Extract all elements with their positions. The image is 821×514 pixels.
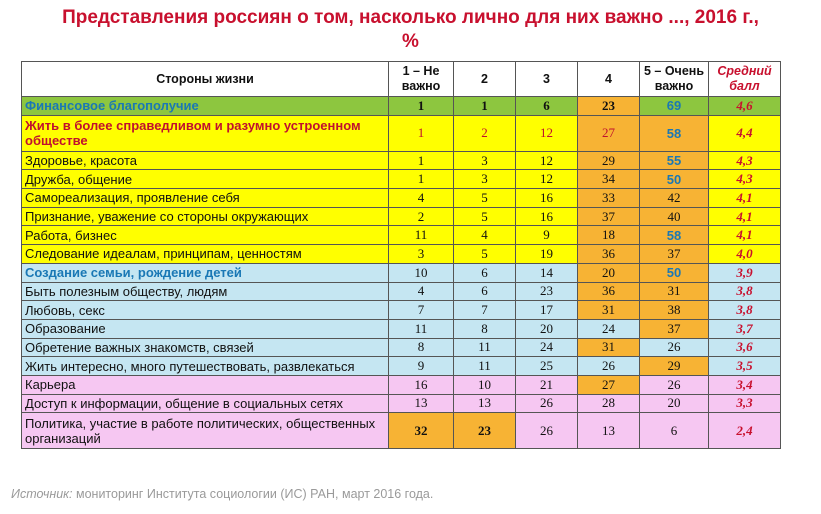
- cell-value: 1: [389, 115, 454, 151]
- row-label: Жить интересно, много путешествовать, развлекаться: [22, 357, 389, 376]
- source-note: [11, 487, 433, 501]
- cell-value: 16: [516, 189, 578, 208]
- cell-value: 13: [578, 413, 640, 449]
- table-row: [22, 413, 781, 449]
- row-label: Самореализация, проявление себя: [22, 189, 389, 208]
- cell-value: 12: [516, 170, 578, 189]
- table-row: [22, 151, 781, 170]
- table-header-row: [22, 62, 781, 97]
- cell-average: 4,3: [709, 151, 781, 170]
- table-row: [22, 245, 781, 264]
- cell-value: 12: [516, 115, 578, 151]
- cell-value: 18: [578, 226, 640, 245]
- cell-average: 4,1: [709, 189, 781, 208]
- cell-value: 8: [454, 319, 516, 338]
- cell-value: 31: [578, 338, 640, 357]
- cell-value: 29: [578, 151, 640, 170]
- cell-value: 6: [640, 413, 709, 449]
- cell-value: 58: [640, 115, 709, 151]
- table-row: [22, 394, 781, 413]
- source-text: мониторинг Института социологии (ИС) РАН, март 2016 года.: [72, 487, 434, 501]
- cell-value: 6: [454, 282, 516, 301]
- cell-value: 26: [578, 357, 640, 376]
- header-col-3: 3: [516, 62, 578, 97]
- cell-average: 3,9: [709, 263, 781, 282]
- cell-value: 5: [454, 245, 516, 264]
- header-col-2: 2: [454, 62, 516, 97]
- cell-value: 9: [389, 357, 454, 376]
- cell-value: 69: [640, 97, 709, 116]
- cell-value: 11: [389, 319, 454, 338]
- cell-value: 3: [454, 170, 516, 189]
- cell-value: 33: [578, 189, 640, 208]
- cell-value: 26: [640, 338, 709, 357]
- cell-value: 11: [454, 338, 516, 357]
- cell-average: 4,3: [709, 170, 781, 189]
- cell-value: 20: [640, 394, 709, 413]
- row-label: Здоровье, красота: [22, 151, 389, 170]
- table-row: [22, 97, 781, 116]
- cell-value: 23: [578, 97, 640, 116]
- row-label: Любовь, секс: [22, 301, 389, 320]
- cell-value: 38: [640, 301, 709, 320]
- cell-value: 9: [516, 226, 578, 245]
- cell-value: 11: [454, 357, 516, 376]
- cell-value: 50: [640, 263, 709, 282]
- cell-value: 16: [516, 207, 578, 226]
- row-label: Обретение важных знакомств, связей: [22, 338, 389, 357]
- row-label: Следование идеалам, принципам, ценностям: [22, 245, 389, 264]
- cell-value: 13: [454, 394, 516, 413]
- cell-value: 4: [389, 189, 454, 208]
- cell-value: 7: [454, 301, 516, 320]
- cell-average: 4,1: [709, 207, 781, 226]
- cell-value: 21: [516, 375, 578, 394]
- title-line-2: %: [402, 31, 419, 52]
- cell-value: 32: [389, 413, 454, 449]
- table-row: [22, 338, 781, 357]
- cell-value: 20: [578, 263, 640, 282]
- cell-value: 6: [516, 97, 578, 116]
- table-row: [22, 170, 781, 189]
- cell-average: 3,4: [709, 375, 781, 394]
- table-row: [22, 375, 781, 394]
- row-label: Карьера: [22, 375, 389, 394]
- cell-value: 37: [640, 245, 709, 264]
- cell-value: 17: [516, 301, 578, 320]
- table-row: [22, 357, 781, 376]
- row-label: Быть полезным обществу, людям: [22, 282, 389, 301]
- cell-value: 27: [578, 375, 640, 394]
- cell-value: 5: [454, 189, 516, 208]
- cell-average: 4,4: [709, 115, 781, 151]
- cell-average: 3,8: [709, 282, 781, 301]
- cell-value: 3: [389, 245, 454, 264]
- cell-value: 55: [640, 151, 709, 170]
- row-label: Жить в более справедливом и разумно устроенном обществе: [22, 115, 389, 151]
- cell-value: 13: [389, 394, 454, 413]
- header-col-4: 4: [578, 62, 640, 97]
- cell-value: 1: [454, 97, 516, 116]
- header-aspect: Стороны жизни: [22, 62, 389, 97]
- table-row: [22, 301, 781, 320]
- cell-value: 5: [454, 207, 516, 226]
- table-row: [22, 207, 781, 226]
- cell-value: 14: [516, 263, 578, 282]
- cell-average: 3,3: [709, 394, 781, 413]
- cell-value: 10: [454, 375, 516, 394]
- cell-value: 2: [454, 115, 516, 151]
- table-row: [22, 226, 781, 245]
- cell-value: 8: [389, 338, 454, 357]
- cell-average: 3,7: [709, 319, 781, 338]
- table-row: [22, 319, 781, 338]
- cell-value: 7: [389, 301, 454, 320]
- cell-value: 58: [640, 226, 709, 245]
- cell-value: 16: [389, 375, 454, 394]
- cell-value: 1: [389, 97, 454, 116]
- row-label: Финансовое благополучие: [22, 97, 389, 116]
- cell-value: 42: [640, 189, 709, 208]
- cell-value: 19: [516, 245, 578, 264]
- cell-average: 4,0: [709, 245, 781, 264]
- cell-value: 40: [640, 207, 709, 226]
- cell-value: 24: [578, 319, 640, 338]
- cell-value: 23: [516, 282, 578, 301]
- cell-value: 23: [454, 413, 516, 449]
- row-label: Создание семьи, рождение детей: [22, 263, 389, 282]
- cell-value: 37: [578, 207, 640, 226]
- cell-average: 3,8: [709, 301, 781, 320]
- row-label: Доступ к информации, общение в социальных сетях: [22, 394, 389, 413]
- table-row: [22, 115, 781, 151]
- cell-average: 2,4: [709, 413, 781, 449]
- cell-average: 3,5: [709, 357, 781, 376]
- row-label: Образование: [22, 319, 389, 338]
- header-col-1: 1 – Не важно: [389, 62, 454, 97]
- row-label: Дружба, общение: [22, 170, 389, 189]
- row-label: Политика, участие в работе политических, общественных организаций: [22, 413, 389, 449]
- cell-value: 4: [454, 226, 516, 245]
- cell-value: 27: [578, 115, 640, 151]
- title-line-1: Представления россиян о том, насколько лично для них важно ..., 2016 г.,: [62, 7, 759, 28]
- cell-value: 25: [516, 357, 578, 376]
- cell-value: 2: [389, 207, 454, 226]
- source-label: Источник:: [11, 487, 73, 501]
- cell-value: 1: [389, 151, 454, 170]
- cell-value: 11: [389, 226, 454, 245]
- cell-value: 6: [454, 263, 516, 282]
- importance-table: [21, 61, 781, 449]
- cell-value: 31: [578, 301, 640, 320]
- table-container: [21, 61, 780, 449]
- cell-value: 1: [389, 170, 454, 189]
- table-row: [22, 263, 781, 282]
- cell-value: 29: [640, 357, 709, 376]
- cell-value: 4: [389, 282, 454, 301]
- cell-average: 4,1: [709, 226, 781, 245]
- cell-value: 10: [389, 263, 454, 282]
- cell-value: 12: [516, 151, 578, 170]
- table-row: [22, 282, 781, 301]
- cell-average: 4,6: [709, 97, 781, 116]
- cell-value: 36: [578, 245, 640, 264]
- row-label: Работа, бизнес: [22, 226, 389, 245]
- cell-value: 20: [516, 319, 578, 338]
- cell-value: 34: [578, 170, 640, 189]
- page-title: [0, 6, 821, 54]
- cell-value: 26: [640, 375, 709, 394]
- cell-value: 31: [640, 282, 709, 301]
- cell-value: 3: [454, 151, 516, 170]
- cell-value: 28: [578, 394, 640, 413]
- cell-value: 26: [516, 413, 578, 449]
- cell-value: 50: [640, 170, 709, 189]
- table-row: [22, 189, 781, 208]
- header-average: Средний балл: [709, 62, 781, 97]
- cell-value: 24: [516, 338, 578, 357]
- cell-value: 36: [578, 282, 640, 301]
- cell-average: 3,6: [709, 338, 781, 357]
- cell-value: 26: [516, 394, 578, 413]
- row-label: Признание, уважение со стороны окружающих: [22, 207, 389, 226]
- header-col-5: 5 – Очень важно: [640, 62, 709, 97]
- cell-value: 37: [640, 319, 709, 338]
